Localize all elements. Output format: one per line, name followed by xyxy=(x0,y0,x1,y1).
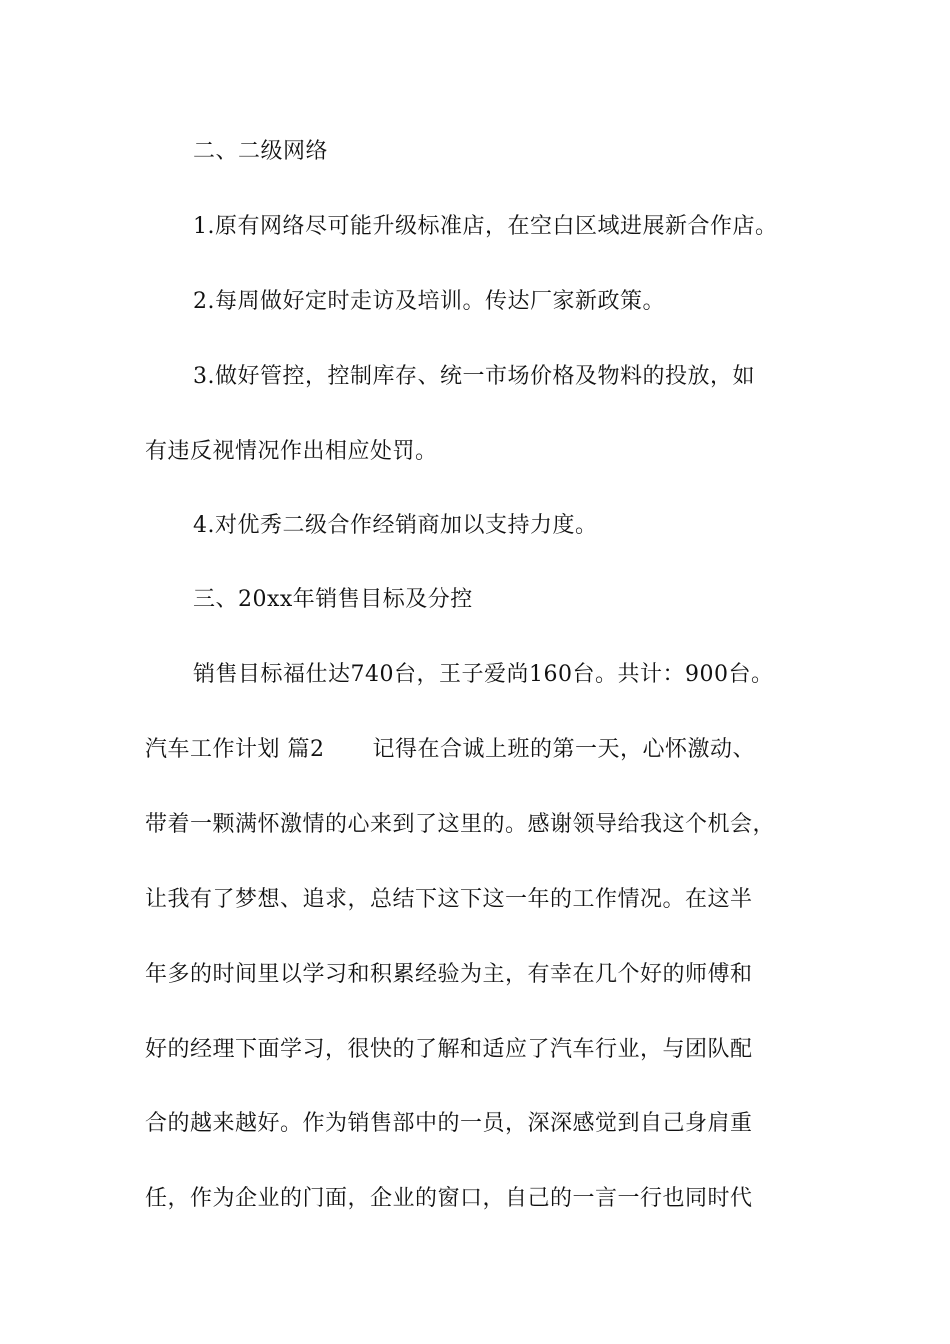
body-line-4: 好的经理下面学习，很快的了解和适应了汽车行业，与团队配 xyxy=(145,1037,753,1062)
article-opening-text: 记得在合诚上班的第一天，心怀激动、 xyxy=(372,737,756,762)
paragraph-item-2: 2.每周做好定时走访及培训。传达厂家新政策。 xyxy=(193,289,665,314)
article-heading-line xyxy=(145,736,755,764)
body-line-1: 带着一颗满怀激情的心来到了这里的。感谢领导给我这个机会， xyxy=(145,812,776,837)
paragraph-item-3-continued: 有违反视情况作出相应处罚。 xyxy=(145,439,438,464)
paragraph-item-1: 1.原有网络尽可能升级标准店，在空白区域进展新合作店。 xyxy=(193,214,778,239)
body-line-6: 任，作为企业的门面，企业的窗口，自己的一言一行也同时代 xyxy=(145,1186,753,1211)
body-line-3: 年多的时间里以学习和积累经验为主，有幸在几个好的师傅和 xyxy=(145,962,753,987)
paragraph-item-4: 4.对优秀二级合作经销商加以支持力度。 xyxy=(193,513,598,538)
body-line-2: 让我有了梦想、追求，总结下这下这一年的工作情况。在这半 xyxy=(145,887,753,912)
section-heading-sales-target: 三、20xx年销售目标及分控 xyxy=(193,587,473,612)
sales-target-paragraph: 销售目标福仕达740台，王子爱尚160台。共计：900台。 xyxy=(193,662,774,687)
section-heading-secondary-network: 二、二级网络 xyxy=(193,139,329,164)
body-line-5: 合的越来越好。作为销售部中的一员，深深感觉到自己身肩重 xyxy=(145,1111,753,1136)
paragraph-item-3: 3.做好管控，控制库存、统一市场价格及物料的投放，如 xyxy=(193,364,755,389)
article-title: 汽车工作计划 篇2 xyxy=(145,737,325,762)
